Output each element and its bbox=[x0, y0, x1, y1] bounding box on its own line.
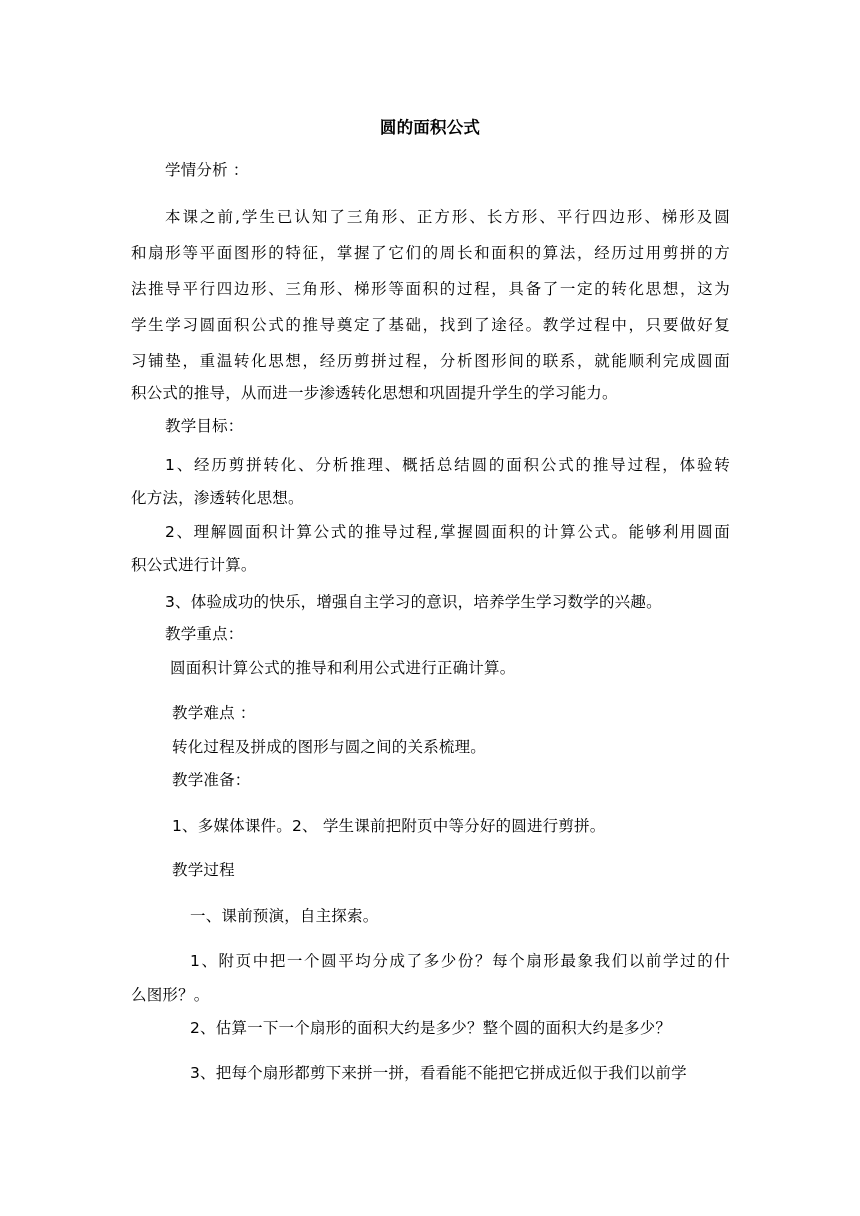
section-heading-process: 教学过程 bbox=[172, 861, 235, 879]
goal-item-1: 1、经历剪拼转化、分析推理、概括总结圆的面积公式的推导过程，体验转 bbox=[165, 456, 730, 474]
goal-item-1-continued: 化方法，渗透转化思想。 bbox=[131, 489, 304, 507]
section-heading-student-analysis: 学情分析 ： bbox=[165, 161, 249, 179]
goal-item-3: 3、体验成功的快乐，增强自主学习的意识，培养学生学习数学的兴趣。 bbox=[165, 593, 662, 611]
paragraph-line: 积公式的推导，从而进一步渗透转化思想和巩固提升学生的学习能力。 bbox=[131, 384, 618, 402]
process-step-3: 3、把每个扇形都剪下来拼一拼，看看能不能把它拼成近似于我们以前学 bbox=[190, 1064, 687, 1082]
paragraph-line: 本课之前,学生已认知了三角形、正方形、长方形、平行四边形、梯形及圆 bbox=[165, 208, 730, 226]
goal-item-2: 2、理解圆面积计算公式的推导过程,掌握圆面积的计算公式。能够利用圆面 bbox=[165, 523, 730, 541]
section-heading-difficulty: 教学难点 ： bbox=[172, 704, 256, 722]
process-step-2: 2、估算一下一个扇形的面积大约是多少？整个圆的面积大约是多少？ bbox=[190, 1019, 672, 1037]
difficulty-text: 转化过程及拼成的图形与圆之间的关系梳理。 bbox=[172, 738, 487, 756]
section-heading-preparation: 教学准备： bbox=[172, 771, 251, 789]
goal-item-2-continued: 积公式进行计算。 bbox=[131, 556, 257, 574]
preparation-text: 1、多媒体课件。2、 学生课前把附页中等分好的圆进行剪拼。 bbox=[172, 817, 606, 835]
process-step-1: 1、附页中把一个圆平均分成了多少份？每个扇形最象我们以前学过的什 bbox=[190, 952, 730, 970]
key-point-text: 圆面积计算公式的推导和利用公式进行正确计算。 bbox=[170, 659, 516, 677]
paragraph-line: 习铺垫，重温转化思想，经历剪拼过程，分析图形间的联系，就能顺利完成圆面 bbox=[131, 352, 730, 370]
process-step-1-continued: 么图形？。 bbox=[131, 986, 210, 1004]
paragraph-line: 法推导平行四边形、三角形、梯形等面积的过程，具备了一定的转化思想，这为 bbox=[131, 280, 730, 298]
process-part-heading: 一、课前预演，自主探索。 bbox=[190, 907, 379, 925]
document-title: 圆的面积公式 bbox=[379, 118, 481, 137]
section-heading-key-point: 教学重点： bbox=[165, 625, 244, 643]
paragraph-line: 学生学习圆面积公式的推导奠定了基础，找到了途径。教学过程中，只要做好复 bbox=[131, 316, 730, 334]
section-heading-goals: 教学目标： bbox=[165, 417, 244, 435]
paragraph-line: 和扇形等平面图形的特征，掌握了它们的周长和面积的算法，经历过用剪拼的方 bbox=[131, 244, 730, 262]
